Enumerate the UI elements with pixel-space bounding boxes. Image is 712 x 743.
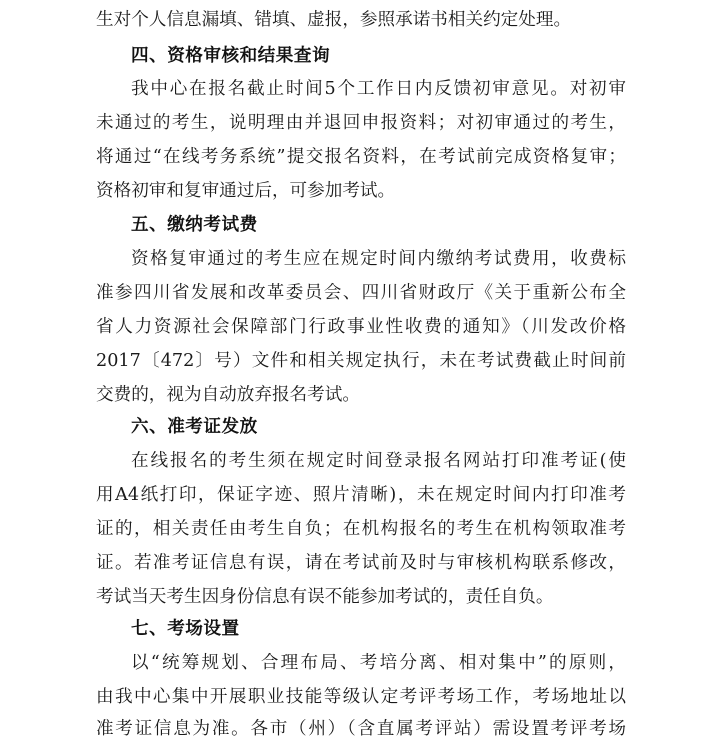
paragraph-line: 证的，相关责任由考生自负；在机构报名的考生在机构领取准考	[96, 519, 626, 539]
paragraph-line: 资格初审和复审通过后，可参加考试。	[96, 181, 396, 201]
paragraph-line: 交费的，视为自动放弃报名考试。	[96, 385, 360, 405]
section-heading-exam-venue: 七、考场设置	[131, 619, 240, 639]
section-heading-exam-fee: 五、缴纳考试费	[131, 215, 258, 235]
paragraph-line: 证。若准考证信息有误，请在考试前及时与审核机构联系修改，	[96, 553, 626, 573]
paragraph-line: 我中心在报名截止时间5个工作日内反馈初审意见。对初审	[131, 79, 626, 99]
paragraph-line: 由我中心集中开展职业技能等级认定考评考场工作，考场地址以	[96, 687, 626, 707]
section-heading-qualification-review: 四、资格审核和结果查询	[131, 46, 331, 66]
section-heading-admission-ticket: 六、准考证发放	[131, 417, 258, 437]
paragraph-line: 以“统筹规划、合理布局、考培分离、相对集中”的原则，	[131, 653, 626, 673]
paragraph-line: 考试当天考生因身份信息有误不能参加考试的，责任自负。	[96, 587, 554, 607]
paragraph-line: 准参四川省发展和改革委员会、四川省财政厅《关于重新公布全	[96, 283, 626, 303]
paragraph-line: 准考证信息为准。各市（州）（含直属考评站）需设置考评考场	[96, 719, 626, 739]
paragraph-line: 将通过“在线考务系统”提交报名资料，在考试前完成资格复审；	[96, 147, 626, 167]
paragraph-line: 未通过的考生，说明理由并退回申报资料；对初审通过的考生，	[96, 113, 626, 133]
paragraph-line: 生对个人信息漏填、错填、虚报，参照承诺书相关约定处理。	[96, 10, 572, 30]
paragraph-line: 省人力资源社会保障部门行政事业性收费的通知》（川发改价格	[96, 317, 626, 337]
paragraph-line: 在线报名的考生须在规定时间登录报名网站打印准考证(使	[131, 451, 626, 471]
paragraph-line: 资格复审通过的考生应在规定时间内缴纳考试费用，收费标	[131, 249, 626, 269]
paragraph-line: 2017〔472〕号）文件和相关规定执行，未在考试费截止时间前	[96, 351, 626, 371]
paragraph-line: 用A4纸打印，保证字迹、照片清晰)，未在规定时间内打印准考	[96, 485, 626, 505]
